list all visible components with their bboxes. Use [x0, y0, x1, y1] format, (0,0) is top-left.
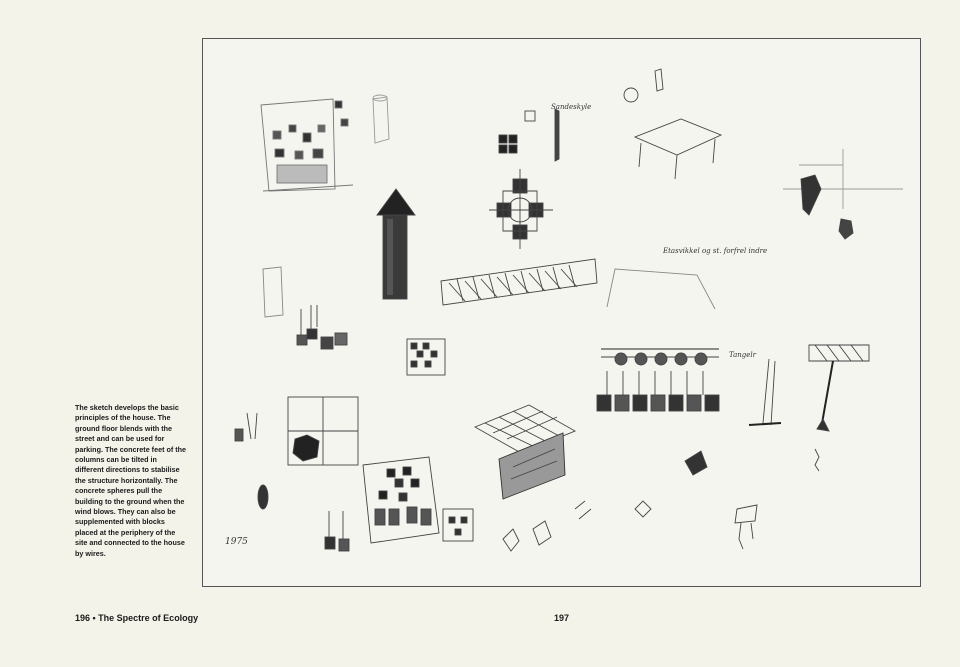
sketch-note-top: Sandeskyle	[551, 103, 592, 111]
sketch-cross-plan	[489, 169, 553, 249]
sketch-isometric-grid	[475, 405, 575, 499]
sketch-building-grid-topleft	[261, 99, 353, 191]
sketch-checker-plan	[363, 457, 439, 543]
sketch-note-middle: Etasvikkel og st. forfrel indre	[663, 247, 768, 255]
sketch-small-studies	[443, 501, 591, 551]
pencil-sketch-drawing	[203, 39, 921, 587]
figure-caption: The sketch develops the basic principles of the house. The ground floor blends with the street and can be used for parking. The concrete feet of the columns can be tilted in different directions to stabilise the structure horizontally. The concrete spheres pull the building to the ground when the wind blows. They can also be supplemented with blocks placed at the periphery of the site and connected to the house by wires.	[75, 403, 187, 558]
sketch-quadrant-square	[288, 397, 358, 465]
sketch-stepped-feet	[263, 267, 347, 349]
left-page-folio: 196 • The Spectre of Ecology	[75, 613, 199, 623]
sketch-column-studies	[235, 413, 349, 551]
sketch-year-note: 1975	[225, 537, 248, 547]
sketch-small-grids	[499, 109, 559, 161]
sketch-tower	[377, 189, 415, 299]
sketch-vertical-posts	[749, 345, 869, 471]
sketch-right-object	[783, 149, 903, 239]
right-page-number: 197	[554, 613, 570, 623]
sketch-sheet	[202, 38, 921, 587]
sketch-small-checker	[407, 339, 445, 375]
sketch-truss	[441, 259, 597, 305]
sketch-note-side: Tangelr	[729, 351, 757, 359]
sketch-cylinder	[373, 95, 389, 143]
sketch-small-house	[635, 451, 757, 549]
sketch-table-perspective	[624, 69, 721, 179]
sketch-house-elevation	[597, 269, 719, 411]
